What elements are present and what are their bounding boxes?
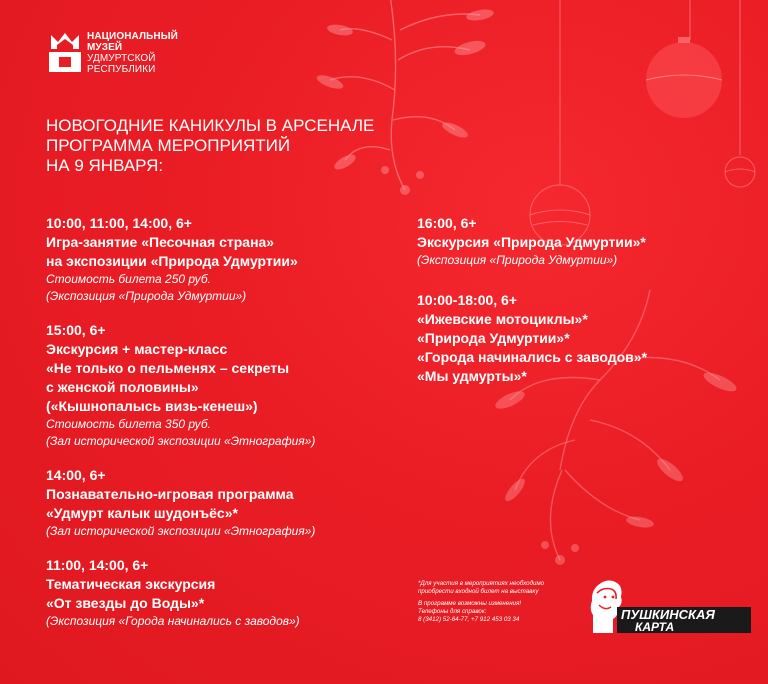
headline [46,116,374,176]
event-title: («Кышнопалысь визь-кенеш») [46,398,258,414]
pushkin-card-line-2: КАРТА [635,620,675,634]
event-title: с женской половины» [46,379,199,395]
event-title: «Города начинались с заводов»* [417,349,648,365]
footnote-line-4: Телефоны для справок: [418,608,487,615]
schedule-right-column [417,214,647,402]
museum-logo [47,29,178,75]
logo-line-3: УДМУРТСКОЙ [87,53,156,64]
logo-line-4: РЕСПУБЛИКИ [87,64,156,75]
event-title: Познавательно-игровая программа [46,486,294,502]
event-title: «Мы удмурты»* [417,368,527,384]
event-item [417,214,647,269]
event-time: 16:00, 6+ [417,215,477,231]
event-price: Стоимость билета 350 руб. [46,417,211,431]
event-item [46,556,315,630]
event-location: (Зал исторической экспозиции «Этнография») [46,434,316,448]
event-time: 10:00, 11:00, 14:00, 6+ [46,215,192,231]
event-price: Стоимость билета 250 руб. [46,272,211,286]
event-title: «От звезды до Воды»* [46,595,205,611]
event-item [46,321,315,450]
headline-line-3: НА 9 ЯНВАРЯ: [46,156,164,175]
event-title: на экспозиции «Природа Удмуртии» [46,253,298,269]
museum-logo-icon [47,29,83,75]
bauble-large-icon [646,37,722,118]
event-item [417,291,647,386]
footnote-line-1: *Для участия в мероприятиях необходимо [418,580,545,587]
event-location: (Зал исторической экспозиции «Этнография») [46,524,316,538]
logo-line-1: НАЦИОНАЛЬНЫЙ [87,31,178,42]
event-time: 15:00, 6+ [46,322,106,338]
event-time: 14:00, 6+ [46,467,106,483]
event-location: (Экспозиция «Природа Удмуртии») [46,289,247,303]
footnote-line-5: 8 (3412) 52-64-77, +7 912 453 03 34 [418,616,520,623]
schedule-left-column [46,214,315,646]
event-title: Экскурсия «Природа Удмуртии»* [417,234,646,250]
event-title: «Ижевские мотоциклы»* [417,311,588,327]
footnote-line-3: В программе возможны изменения! [418,600,522,607]
event-title: Тематическая экскурсия [46,576,216,592]
headline-line-2: ПРОГРАММА МЕРОПРИЯТИЙ [46,136,291,155]
event-item [46,466,315,540]
event-title: «Удмурт калык шудонъёс»* [46,505,238,521]
logo-line-2: МУЗЕЙ [87,42,123,53]
pushkin-card-logo [583,575,753,635]
pushkin-card-line-1: ПУШКИНСКАЯ [621,607,715,622]
headline-line-1: НОВОГОДНИЕ КАНИКУЛЫ В АРСЕНАЛЕ [46,116,375,135]
event-time: 10:00-18:00, 6+ [417,292,518,308]
event-title: Экскурсия + мастер-класс [46,341,228,357]
footnote [418,580,544,624]
event-title: «Не только о пельменях – секреты [46,360,290,376]
event-location: (Экспозиция «Города начинались с заводов») [46,614,300,628]
footnote-line-2: приобрести входной билет на выставку [418,588,539,595]
event-item [46,214,315,305]
event-title: «Природа Удмуртии»* [417,330,570,346]
event-title: Игра-занятие «Песочная страна» [46,234,275,250]
event-time: 11:00, 14:00, 6+ [46,557,149,573]
event-location: (Экспозиция «Природа Удмуртии») [417,253,618,267]
